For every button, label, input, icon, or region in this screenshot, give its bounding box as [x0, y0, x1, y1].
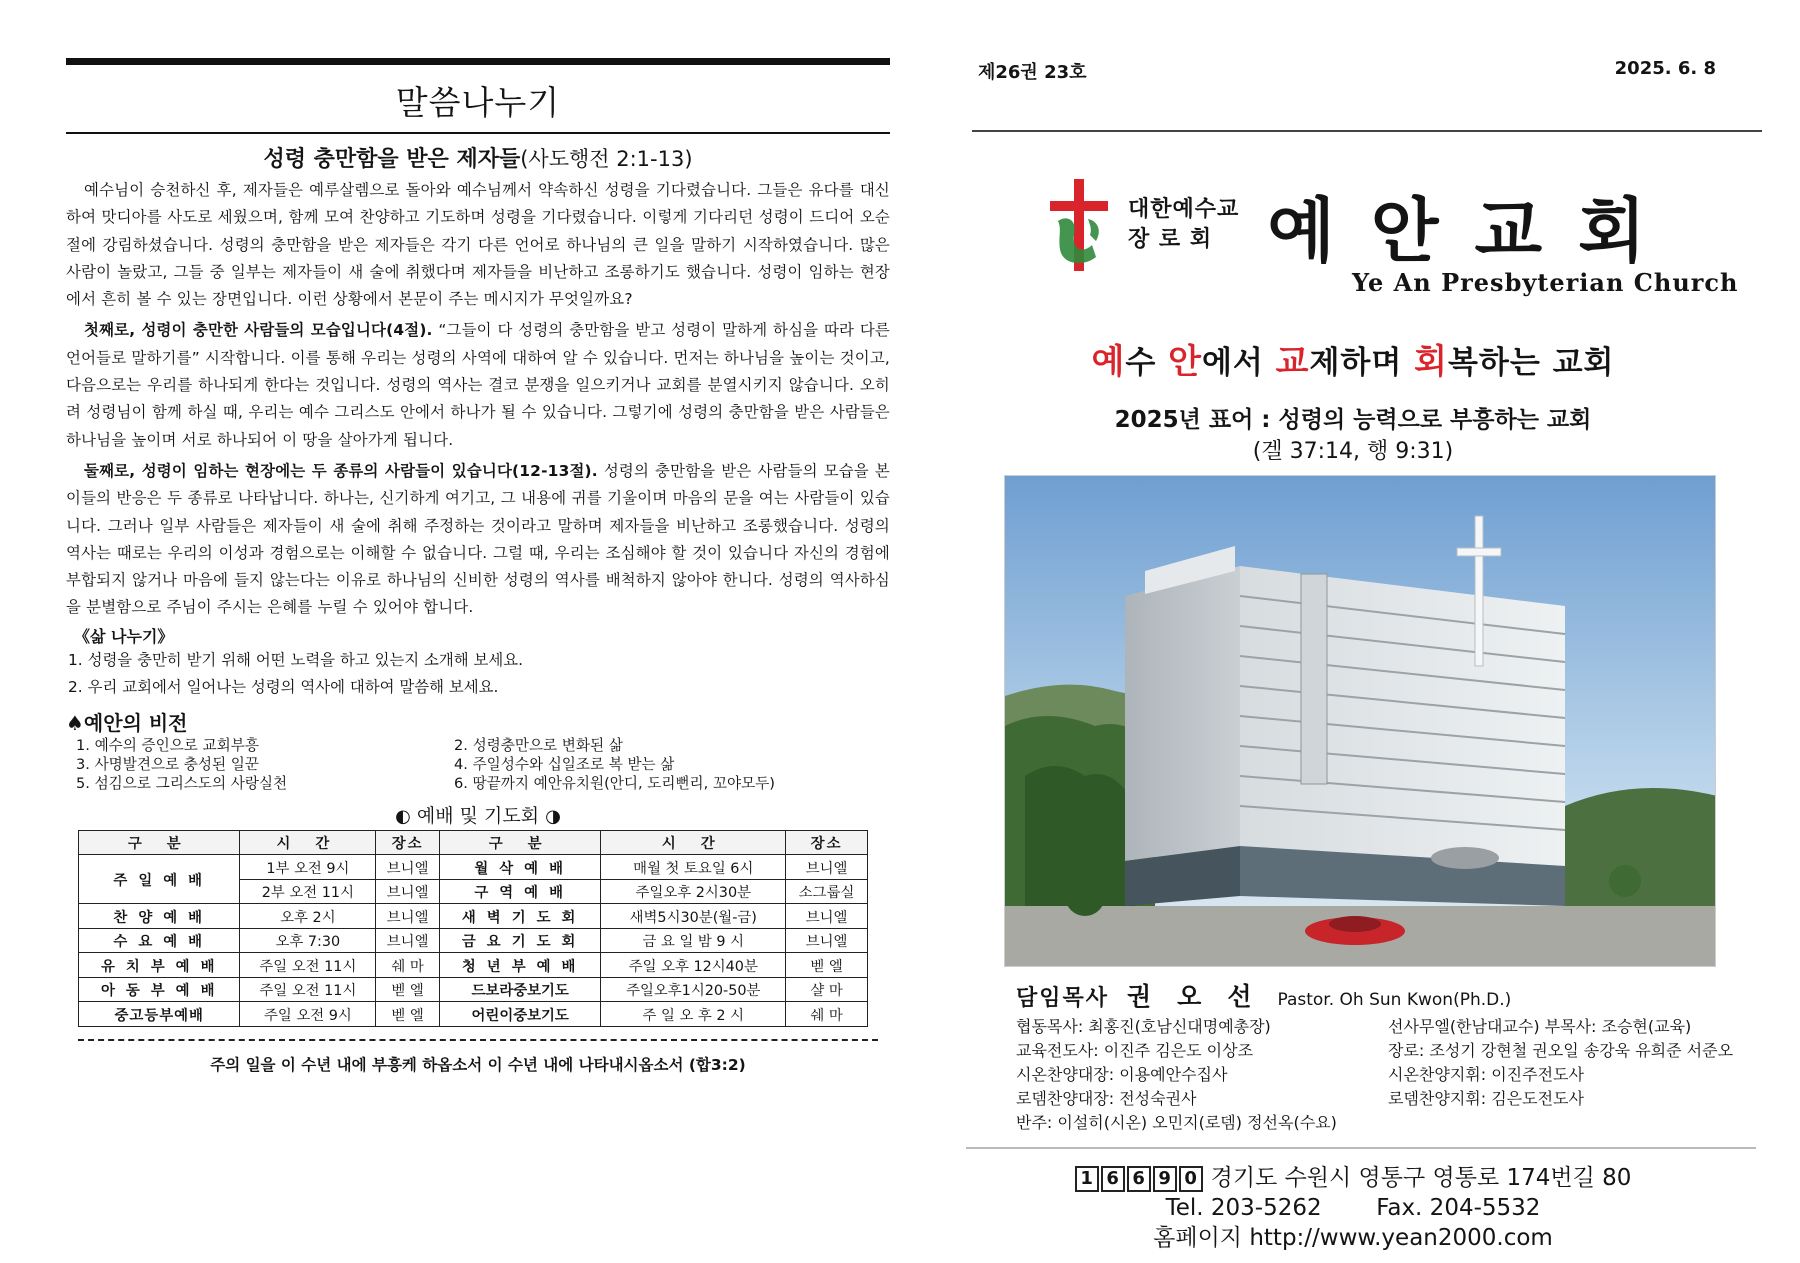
church-logo-block [1044, 170, 1739, 297]
slogan-char: 예 [1091, 342, 1126, 382]
vision-item: 5. 섬김으로 그리스도의 사랑실천 [76, 774, 288, 792]
table-cell: 수 요 예 배 [79, 928, 240, 953]
church-building-image [1004, 475, 1716, 967]
fax: Fax. 204-5532 [1376, 1195, 1541, 1221]
phone-line [972, 1193, 1734, 1223]
zip-digit: 0 [1179, 1166, 1203, 1192]
col-header: 구 분 [79, 830, 240, 855]
dashed-divider [78, 1039, 878, 1041]
church-slogan [972, 334, 1734, 383]
table-cell: 소그룹실 [786, 879, 868, 904]
address-line [972, 1163, 1734, 1193]
question-2: 2. 우리 교회에서 일어나는 성령의 역사에 대하여 말씀해 보세요. [68, 677, 499, 696]
pastor-name-en: Pastor. Oh Sun Kwon(Ph.D.) [1277, 990, 1512, 1010]
table-cell: 주일 오후 12시40분 [601, 953, 786, 978]
sermon-point-1 [66, 317, 890, 453]
table-cell: 찬 양 예 배 [79, 904, 240, 929]
point-1-heading: 첫째로, 성령이 충만한 사람들의 모습입니다(4절). [84, 321, 433, 340]
table-cell: 브니엘 [376, 928, 440, 953]
worship-schedule-table [78, 830, 868, 1027]
table-cell: 금 요 기 도 회 [439, 928, 600, 953]
table-header-row [79, 830, 868, 855]
table-cell: 브니엘 [786, 904, 868, 929]
table-cell: 오후 2시 [240, 904, 376, 929]
question-1: 1. 성령을 충만히 받기 위해 어떤 노력을 하고 있는지 소개해 보세요. [68, 650, 524, 669]
table-cell: 청 년 부 예 배 [439, 953, 600, 978]
table-cell: 주일 오전 11시 [240, 977, 376, 1002]
table-row [79, 904, 868, 929]
table-cell: 구 역 예 배 [439, 879, 600, 904]
sermon-intro: 예수님이 승천하신 후, 제자들은 예루살렘으로 돌아와 예수님께서 약속하신 성령을 기다렸습니다. 그들은 유다를 대신하여 맛디아를 사도로 세웠으며, 함께 모여 찬양하고 기도하며 성령을 기다렸습니다. 이렇게 기다리던 성령이 드디어 오순절에 강림하셨습니다. 성령의 충만함을 받은 제자들은 각기 다른 언어로 하나님의 큰 일을 말하기 시작하였습니다. 많은 사람이 놀랐고, 그들 중 일부는 제자들이 새 술에 취했다며 제자들을 비난하고 조롱하기도 했습니다. 성령이 임하는 현장에서 흔히 볼 수 있는 장면입니다. 이런 상황에서 본문이 주는 메시지가 무엇일까요? [66, 181, 890, 309]
year-motto: 2025년 표어 : 성령의 능력으로 부흥하는 교회 [1114, 407, 1592, 433]
vision-item: 3. 사명발견으로 충성된 일꾼 [76, 755, 259, 773]
table-row [79, 1002, 868, 1027]
table-cell: 주 일 예 배 [79, 855, 240, 904]
table-cell: 벧 엘 [786, 953, 868, 978]
section-title: 말씀나누기 [395, 83, 561, 122]
table-cell: 1부 오전 9시 [240, 855, 376, 880]
contact-block [972, 1163, 1734, 1253]
point-1-body: “그들이 다 성령의 충만함을 받고 성령이 말하게 하심을 따라 다른 언어들로 말하기를” 시작합니다. 이를 통해 우리는 성령의 사역에 대하여 알 수 있습니다. 먼저는 하나님을 높이는 것이고, 다음으로는 우리를 하나되게 한다는 것입니다. 성령의 역사는 결코 분쟁을 일으키거나 교회를 분열시키지 않습니다. 오히려 성령님이 함께 하실 때, 우리는 예수 그리스도 안에서 하나가 될 수 있습니다. 그렇기에 성령의 충만함을 받은 사람들은 하나님을 높이며 서로 하나되어 이 땅을 살아가게 됩니다. [66, 321, 890, 449]
table-cell: 새 벽 기 도 회 [439, 904, 600, 929]
slogan-text: 제하며 [1309, 345, 1415, 381]
header-rule [972, 130, 1762, 132]
vision-item: 2. 성령충만으로 변화된 삶 [454, 736, 623, 754]
staff-line: 장로: 조성기 강현철 권오일 송강욱 유희준 서준오 [1388, 1041, 1734, 1060]
table-cell: 드보라중보기도 [439, 977, 600, 1002]
pastor-label: 담임목사 [1016, 986, 1110, 1011]
table-cell: 금 요 일 밤 9 시 [601, 928, 786, 953]
table-cell: 주일 오전 9시 [240, 1002, 376, 1027]
denomination-line-1: 대한예수교 [1128, 197, 1240, 222]
table-cell: 오후 7:30 [240, 928, 376, 953]
church-name-en: Ye An Presbyterian Church [1352, 268, 1739, 297]
worship-heading-text: 예배 및 기도회 [416, 804, 540, 827]
table-row [79, 928, 868, 953]
sermon-scripture-ref: (사도행전 2:1-13) [520, 147, 693, 171]
top-rule [66, 58, 890, 65]
footer-verse: 주의 일을 이 수년 내에 부흥케 하옵소서 이 수년 내에 나타내시옵소서 (합3:2) [210, 1055, 746, 1074]
table-row [79, 953, 868, 978]
zip-digit: 6 [1127, 1166, 1151, 1192]
col-header: 구 분 [439, 830, 600, 855]
table-cell: 주 일 오 후 2 시 [601, 1002, 786, 1027]
vision-item: 6. 땅끝까지 예안유치원(안디, 도리뻔리, 꼬야모두) [454, 774, 776, 792]
staff-line: 협동목사: 최홍진(호남신대명예총장) [1016, 1017, 1271, 1036]
col-header: 장소 [376, 830, 440, 855]
table-cell: 월 삭 예 배 [439, 855, 600, 880]
staff-line: 로뎀찬양대장: 전성숙권사 [1016, 1089, 1197, 1108]
half-circle-left-icon: ◐ [395, 805, 411, 827]
table-cell: 유 치 부 예 배 [79, 953, 240, 978]
slogan-char: 회 [1414, 342, 1448, 382]
year-motto-ref: (겔 37:14, 행 9:31) [1252, 439, 1454, 464]
slogan-text: 에서 [1201, 345, 1276, 381]
sermon-point-2 [66, 458, 890, 622]
zip-digit: 1 [1075, 1166, 1099, 1192]
sermon-page [66, 58, 890, 1075]
point-2-body: 성령의 충만함을 받은 사람들의 모습을 본 이들의 반응은 두 종류로 나타납니다. 하나는, 신기하게 여기고, 그 내용에 귀를 기울이며 마음의 문을 여는 사람들이 있습니다. 그러나 일부 사람들은 제자들이 새 술에 취해 주정하는 것이라고 말하며 제자들을 비난하고 조롱했습니다. 성령의 역사는 때로는 우리의 이성과 경험으로는 이해할 수 없습니다. 그럴 때, 우리는 조심해야 할 것이 있습니다 자신의 경험에 부합되지 않거나 마음에 들지 않는다는 이유로 하나님의 신비한 성령의 역사를 배척하지 않아야 한니다. 성령의 역사하심을 분별함으로 주님이 주시는 은혜를 누릴 수 있어야 합니다. [66, 461, 890, 617]
table-cell: 벧 엘 [376, 1002, 440, 1027]
issue-date: 2025. 6. 8 [1614, 58, 1716, 79]
table-cell: 매월 첫 토요일 6시 [601, 855, 786, 880]
table-cell: 브니엘 [786, 855, 868, 880]
slogan-text: 수 [1125, 345, 1169, 381]
denomination-line-2: 장 로 회 [1128, 227, 1213, 252]
vision-list [76, 736, 890, 793]
table-cell: 샬 마 [786, 977, 868, 1002]
staff-line: 시온찬양대장: 이용예안수집사 [1016, 1065, 1228, 1084]
staff-line: 교육전도사: 이진주 김은도 이상조 [1016, 1041, 1254, 1060]
sermon-title-text: 성령 충만함을 받은 제자들 [263, 147, 521, 172]
point-2-heading: 둘째로, 성령이 임하는 현장에는 두 종류의 사람들이 있습니다(12-13절). [84, 461, 598, 480]
zip-digit: 9 [1153, 1166, 1177, 1192]
table-cell: 브니엘 [376, 855, 440, 880]
table-cell: 브니엘 [376, 904, 440, 929]
staff-line: 선사무엘(한남대교수) 부목사: 조승현(교육) [1388, 1017, 1692, 1036]
cross-logo-icon [1044, 175, 1114, 275]
table-cell: 벧 엘 [376, 977, 440, 1002]
staff-line: 반주: 이설히(시온) 오민지(로뎀) 정선옥(수요) [1016, 1113, 1337, 1132]
table-cell: 브니엘 [376, 879, 440, 904]
zip-digit: 6 [1101, 1166, 1125, 1192]
title-rule [66, 132, 890, 134]
table-cell: 중고등부예배 [79, 1002, 240, 1027]
tel: Tel. 203-5262 [1165, 1195, 1322, 1221]
life-sharing-heading: 《삶 나누기》 [74, 626, 174, 646]
table-cell: 아 동 부 예 배 [79, 977, 240, 1002]
vision-heading: ♠예안의 비전 [66, 710, 188, 735]
table-cell: 주일오후 2시30분 [601, 879, 786, 904]
cover-page [972, 50, 1739, 1253]
table-cell: 주일 오전 11시 [240, 953, 376, 978]
denomination [1128, 195, 1239, 255]
table-cell: 어린이중보기도 [439, 1002, 600, 1027]
col-header: 시 간 [240, 830, 376, 855]
table-cell: 2부 오전 11시 [240, 879, 376, 904]
col-header: 시 간 [601, 830, 786, 855]
table-cell: 브니엘 [786, 928, 868, 953]
table-cell: 주일오후1시20-50분 [601, 977, 786, 1002]
issue-row [972, 50, 1734, 84]
zip-code [1075, 1166, 1203, 1192]
table-row [79, 855, 868, 880]
staff-line: 시온찬양지휘: 이진주전도사 [1388, 1065, 1584, 1084]
issue-number: 제26권 23호 [978, 62, 1087, 83]
worship-heading [66, 801, 890, 828]
half-circle-right-icon: ◑ [545, 805, 561, 827]
table-cell: 새벽5시30분(월-금) [601, 904, 786, 929]
address: 경기도 수원시 영통구 영통로 174번길 80 [1210, 1165, 1632, 1191]
table-cell: 쉐 마 [786, 1002, 868, 1027]
staff-list [1016, 1015, 1734, 1135]
vision-item: 1. 예수의 증인으로 교회부흥 [76, 736, 259, 754]
table-cell: 쉐 마 [376, 953, 440, 978]
sermon-title [66, 142, 890, 173]
address-rule [966, 1147, 1756, 1149]
senior-pastor [1016, 977, 1734, 1013]
slogan-char: 교 [1275, 342, 1310, 382]
table-row [79, 977, 868, 1002]
slogan-char: 안 [1168, 342, 1202, 382]
slogan-text: 복하는 교회 [1447, 345, 1615, 381]
staff-line [1388, 1111, 1800, 1135]
col-header: 장소 [786, 830, 868, 855]
church-name-ko: 예안교회 [1267, 188, 1682, 272]
pastor-name: 권오선 [1127, 982, 1278, 1011]
vision-item: 4. 주일성수와 십일조로 복 받는 삶 [454, 755, 675, 773]
staff-line: 로뎀찬양지휘: 김은도전도사 [1388, 1089, 1584, 1108]
homepage-link[interactable]: 홈페이지 http://www.yean2000.com [1153, 1225, 1553, 1251]
